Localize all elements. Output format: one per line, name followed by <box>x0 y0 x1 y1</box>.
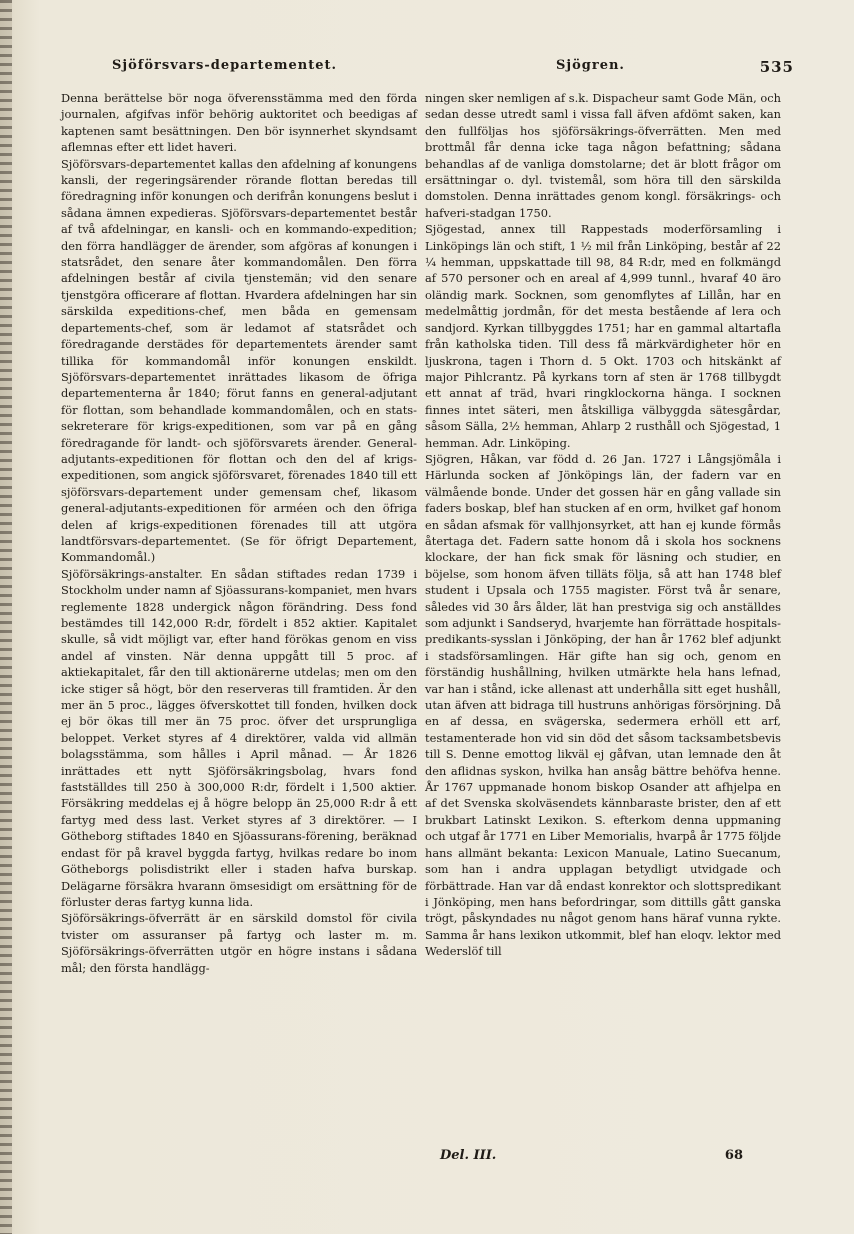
entry-sjoforsvars-departementet: Sjöförsvars-departementet kallas den afdelning af konungens kansli, der regeringsärender rörande flottan beredas till föredragning inför konungen och derifrån konungens beslut i sådana ämnen expedieras. Sjöförsvars-departementet består af två afdelningar, en kansli- och en kommando-expedition; den förra handlägger de ärender, som afgöras af konungen i statsrådet, den senare åter kommandomålen. Den förra afdelningen består af civila tjenstemän; vid den senare tjenstgöra officerare af flottan. Hvardera afdelningen har sin särskilda expeditions-chef, men båda en gemensam departements-chef, som är ledamot af statsrådet och föredragande derstädes för departementets ärender samt tillika för kommandomål inför konungen enskildt. Sjöförsvars-departementet inrättades likasom de öfriga departementerna år 1840; förut fanns en general-adjutant för flottan, som behandlade kommandomålen, och en stats-sekreterare för krigs-expeditionen, som var på en gång föredragande för landt- och sjöförsvarets ärender. General-adjutants-expeditionen för flottan och den del af krigs-expeditionen, som angick sjöförsvaret, förenades 1840 till ett sjöförsvars-departement under gemensam chef, likasom general-adjutants-expeditionen för arméen och den öfriga delen af krigs-expeditionen förenades till att utgöra landtförsvars-departementet. (Se för öfrigt Departement, Kommandomål.) <box>61 156 417 565</box>
entry-sjogren-hakan: Sjögren, Håkan, var född d. 26 Jan. 1727 i Långsjömåla i Härlunda socken af Jönköpings län, der fadern var en välmående bonde. Under det gossen här en gång vallade sin faders boskap, blef han stucken af en orm, hvilket gaf honom en sådan afsmak för vallhjonsyrket, att han ej kunde förmås återtaga det. Fadern satte honom då i skola hos socknens klockare, der han fick smak för läsning och studier, en böjelse, som honom äfven tilläts följa, så att han 1748 blef student i Upsala och 1755 magister. Först två år senare, således vid 30 års ålder, lät han prestviga sig och anställdes som adjunkt i Sandseryd, hvarjemte han förrättade hospitals-predikants-sysslan i Jönköping, der han år 1762 blef adjunkt i stadsförsamlingen. Här gifte han sig och, genom en förständig hushållning, hvilken utmärkte hela hans lefnad, var han i stånd, icke allenast att underhålla sitt eget hushåll, utan äfven att bidraga till hustruns anhörigas försörjning. Då en af dessa, en svägerska, sedermera erhöll ett arf, testamenterade hon vid sin död det såsom tacksambetsbevis till S. Denne emottog likväl ej gåfvan, utan lemnade den åt den aflidnas syskon, hvilka han ansåg bättre behöfva henne. År 1767 uppmanade honom biskop Osander att afhjelpa en af det Svenska skolväsendets kännbaraste brister, den af ett brukbart Latinskt Lexikon. S. efterkom denna uppmaning och utgaf år 1771 en Liber Memorialis, hvarpå år 1775 följde hans allmänt bekanta: Lexicon Manuale, Latino Suecanum, som han i andra upplagan betydligt utvidgade och förbättrade. Han var då endast konrektor och slottspredikant i Jönköping, men hans befordringar, som dittills gått ganska trögt, påskyndades nu något genom hans häraf vunna rykte. Samma år hans lexikon utkommit, blef han eloqv. lektor med Wederslöf till <box>425 451 781 959</box>
entry-sjoforsakrings-anstalter: Sjöförsäkrings-anstalter. En sådan stiftades redan 1739 i Stockholm under namn af Sjöassurans-kompaniet, men hvars reglemente 1828 undergick någon förändring. Dess fond bestämdes till 142,000 R:dr, fördelt i 852 aktier. Kapitalet skulle, så vidt möjligt var, efter hand förökas genom en viss andel af vinsten. När denna uppgått till 5 proc. af aktiekapitalet, får den till aktionärerne utdelas; men om den icke stiger så högt, bör den reserveras till framtiden. Är den mer än 5 proc., lägges öfverskottet till fonden, hvilken dock ej bör ökas till mer än 75 proc. öfver det ursprungliga beloppet. Verket styres af 4 direktörer, valda vid allmän bolagsstämma, som hålles i April månad. — År 1826 inrättades ett nytt Sjöförsäkringsbolag, hvars fond fastställdes till 250 à 300,000 R:dr, fördelt i 1,500 aktier. Försäkring meddelas ej å högre belopp än 25,000 R:dr å ett fartyg med dess last. Verket styres af 3 direktörer. — I Götheborg stiftades 1840 en Sjöassurans-förening, beräknad endast för på kravel byggda fartyg, hvilkas redare bo inom Götheborgs polisdistrikt eller i staden hafva burskap. Delägarne försäkra hvarann ömsesidigt om ersättning för de förluster deras fartyg kunna lida. <box>61 566 417 909</box>
right-column <box>425 90 781 960</box>
entry-sjogestad: Sjögestad, annex till Rappestads moderförsamling i Linköpings län och stift, 1 ½ mil från Linköping, består af 22 ¼ hemman, uppskattade till 98, 84 R:dr, med en folkmängd af 570 personer och en areal af 4,999 tunnl., hvaraf 40 äro oländig mark. Socknen, som genomflytes af Lillån, har en medelmåttig jordmån, för det mesta bestående af lera och sandjord. Kyrkan tillbyggdes 1751; har en gammal altartafla från katholska tiden. Till dess få märkvärdigheter hör en ljuskrona, tagen i Thorn d. 5 Okt. 1703 och hitskänkt af major Pihlcrantz. På kyrkans torn af sten är 1768 tillbygdt ett annat af träd, hvari ringklockorna hänga. I socknen finnes intet säteri, men åtskilliga välbyggda sätesgårdar, såsom Sälla, 2½ hemman, Ahlarp 2 rusthåll och Sjögestad, 1 hemman. Adr. Linköping. <box>425 222 781 450</box>
binding-edge <box>0 0 12 1234</box>
signature-mark: 68 <box>724 1148 743 1163</box>
volume-label: Del. III. <box>440 1148 497 1163</box>
paragraph: ningen sker nemligen af s.k. Dispacheur samt Gode Män, och sedan desse utredt saml i vissa fall äfven afdömt saken, kan den fullföljas hos sjöförsäkrings-öfverrätten. Men med brottmål får denna icke taga någon befattning; sådana behandlas af de vanliga domstolarne; det är blott frågor om ersättningar o. dyl. tvistemål, som höra till den särskilda domstolen. Denna inrättades genom kongl. försäkrings- och hafveri-stadgan 1750. <box>425 91 781 220</box>
page-footer <box>425 1148 743 1168</box>
left-column <box>61 90 417 976</box>
entry-sjoforsakrings-ofverratt: Sjöförsäkrings-öfverrätt är en särskild domstol för civila tvister om assuranser på fartyg och laster m. m. Sjöförsäkrings-öfverrätten utgör en högre instans i sådana mål; den första handlägg- <box>61 911 417 975</box>
header-center: Sjögren. <box>556 58 625 73</box>
running-header <box>60 58 794 82</box>
page-number: 535 <box>759 58 794 76</box>
paragraph: Denna berättelse bör noga öfverensstämma med den förda journalen, afgifvas inför behörig auktoritet och beedigas af kaptenen samt besättningen. Den bör isynnerhet skyndsamt aflemnas efter ett lidet haveri. <box>61 91 417 155</box>
header-left: Sjöförsvars-departementet. <box>112 58 338 73</box>
